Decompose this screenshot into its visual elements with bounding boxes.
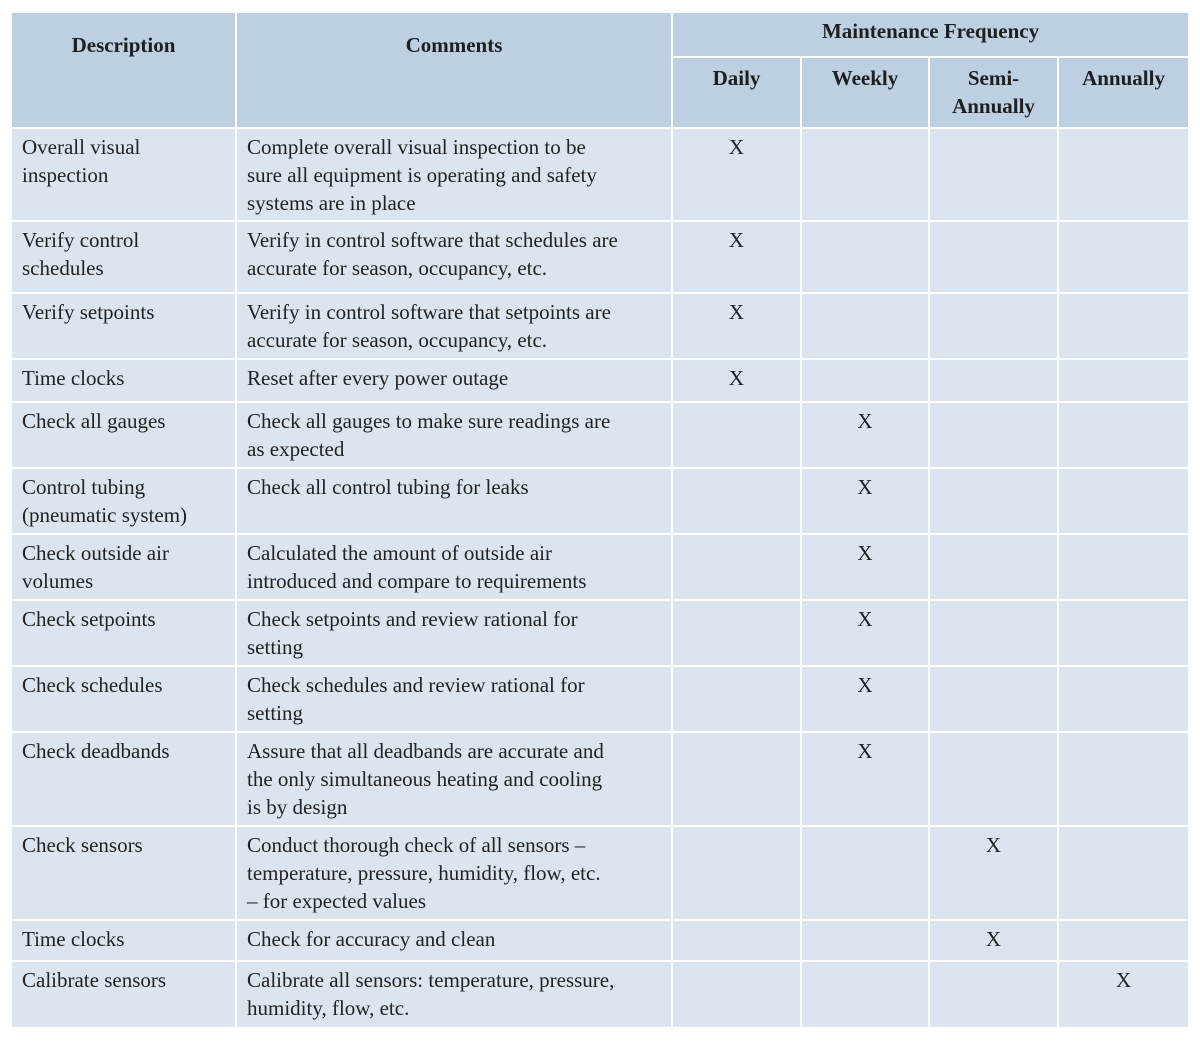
row-semi-annually-mark xyxy=(929,128,1058,221)
row-weekly-mark xyxy=(801,961,929,1028)
header-annually: Annually xyxy=(1058,57,1189,128)
row-description: Calibrate sensors xyxy=(11,961,236,1028)
row-daily-mark xyxy=(672,961,801,1028)
row-annually-mark xyxy=(1058,920,1189,961)
row-annually-mark xyxy=(1058,128,1189,221)
row-annually-mark xyxy=(1058,293,1189,359)
header-comments: Comments xyxy=(236,12,672,128)
row-description: Check deadbands xyxy=(11,732,236,826)
row-daily-mark: X xyxy=(672,293,801,359)
row-daily-mark xyxy=(672,732,801,826)
row-semi-annually-mark: X xyxy=(929,920,1058,961)
row-daily-mark: X xyxy=(672,221,801,293)
row-annually-mark: X xyxy=(1058,961,1189,1028)
row-daily-mark xyxy=(672,666,801,732)
row-description: Control tubing (pneumatic system) xyxy=(11,468,236,534)
table-row xyxy=(11,961,1189,1028)
row-comments: Verify in control software that schedules are accurate for season, occupancy, etc. xyxy=(236,221,672,293)
row-semi-annually-mark xyxy=(929,221,1058,293)
table-row xyxy=(11,600,1189,666)
row-weekly-mark: X xyxy=(801,534,929,600)
row-comments: Check schedules and review rational for setting xyxy=(236,666,672,732)
table-row xyxy=(11,359,1189,402)
row-comments: Assure that all deadbands are accurate and the only simultaneous heating and cooling is by design xyxy=(236,732,672,826)
row-annually-mark xyxy=(1058,534,1189,600)
row-description: Check schedules xyxy=(11,666,236,732)
row-description: Check sensors xyxy=(11,826,236,920)
row-semi-annually-mark: X xyxy=(929,826,1058,920)
row-weekly-mark xyxy=(801,359,929,402)
row-semi-annually-mark xyxy=(929,600,1058,666)
row-description: Time clocks xyxy=(11,359,236,402)
table-row xyxy=(11,920,1189,961)
row-semi-annually-mark xyxy=(929,666,1058,732)
row-annually-mark xyxy=(1058,402,1189,468)
header-row-top xyxy=(11,12,1189,57)
row-annually-mark xyxy=(1058,221,1189,293)
table-row xyxy=(11,221,1189,293)
row-daily-mark: X xyxy=(672,128,801,221)
table-row xyxy=(11,534,1189,600)
row-comments: Conduct thorough check of all sensors – temperature, pressure, humidity, flow, etc. – for expected values xyxy=(236,826,672,920)
row-daily-mark xyxy=(672,402,801,468)
row-daily-mark xyxy=(672,600,801,666)
row-comments: Reset after every power outage xyxy=(236,359,672,402)
table-row xyxy=(11,468,1189,534)
header-weekly: Weekly xyxy=(801,57,929,128)
row-daily-mark xyxy=(672,534,801,600)
maintenance-frequency-table xyxy=(10,11,1190,1029)
row-daily-mark xyxy=(672,920,801,961)
row-comments: Calculated the amount of outside air introduced and compare to requirements xyxy=(236,534,672,600)
row-weekly-mark xyxy=(801,920,929,961)
row-description: Check all gauges xyxy=(11,402,236,468)
row-daily-mark: X xyxy=(672,359,801,402)
table-row xyxy=(11,826,1189,920)
row-comments: Verify in control software that setpoints are accurate for season, occupancy, etc. xyxy=(236,293,672,359)
row-description: Verify setpoints xyxy=(11,293,236,359)
table-row xyxy=(11,666,1189,732)
row-comments: Check for accuracy and clean xyxy=(236,920,672,961)
row-description: Overall visual inspection xyxy=(11,128,236,221)
row-comments: Check all gauges to make sure readings are as expected xyxy=(236,402,672,468)
row-description: Time clocks xyxy=(11,920,236,961)
row-semi-annually-mark xyxy=(929,732,1058,826)
row-weekly-mark: X xyxy=(801,732,929,826)
row-comments: Complete overall visual inspection to be sure all equipment is operating and safety systems are in place xyxy=(236,128,672,221)
row-weekly-mark xyxy=(801,128,929,221)
header-description: Description xyxy=(11,12,236,128)
row-weekly-mark xyxy=(801,826,929,920)
header-semi-annually: Semi- Annually xyxy=(929,57,1058,128)
row-comments: Check setpoints and review rational for setting xyxy=(236,600,672,666)
table-row xyxy=(11,732,1189,826)
row-description: Check outside air volumes xyxy=(11,534,236,600)
table-row xyxy=(11,293,1189,359)
row-semi-annually-mark xyxy=(929,293,1058,359)
row-weekly-mark: X xyxy=(801,666,929,732)
row-description: Check setpoints xyxy=(11,600,236,666)
row-weekly-mark xyxy=(801,293,929,359)
row-comments: Calibrate all sensors: temperature, pressure, humidity, flow, etc. xyxy=(236,961,672,1028)
row-semi-annually-mark xyxy=(929,402,1058,468)
row-semi-annually-mark xyxy=(929,534,1058,600)
row-annually-mark xyxy=(1058,826,1189,920)
row-comments: Check all control tubing for leaks xyxy=(236,468,672,534)
row-annually-mark xyxy=(1058,359,1189,402)
row-semi-annually-mark xyxy=(929,961,1058,1028)
row-annually-mark xyxy=(1058,666,1189,732)
row-weekly-mark: X xyxy=(801,402,929,468)
table-body xyxy=(11,128,1189,1028)
row-daily-mark xyxy=(672,468,801,534)
table-row xyxy=(11,128,1189,221)
row-annually-mark xyxy=(1058,468,1189,534)
header-daily: Daily xyxy=(672,57,801,128)
row-annually-mark xyxy=(1058,732,1189,826)
row-semi-annually-mark xyxy=(929,359,1058,402)
table-row xyxy=(11,402,1189,468)
row-weekly-mark: X xyxy=(801,468,929,534)
row-annually-mark xyxy=(1058,600,1189,666)
header-maintenance-frequency: Maintenance Frequency xyxy=(672,12,1189,57)
maintenance-table-container xyxy=(10,11,1188,1029)
row-weekly-mark xyxy=(801,221,929,293)
row-daily-mark xyxy=(672,826,801,920)
row-semi-annually-mark xyxy=(929,468,1058,534)
row-weekly-mark: X xyxy=(801,600,929,666)
row-description: Verify control schedules xyxy=(11,221,236,293)
